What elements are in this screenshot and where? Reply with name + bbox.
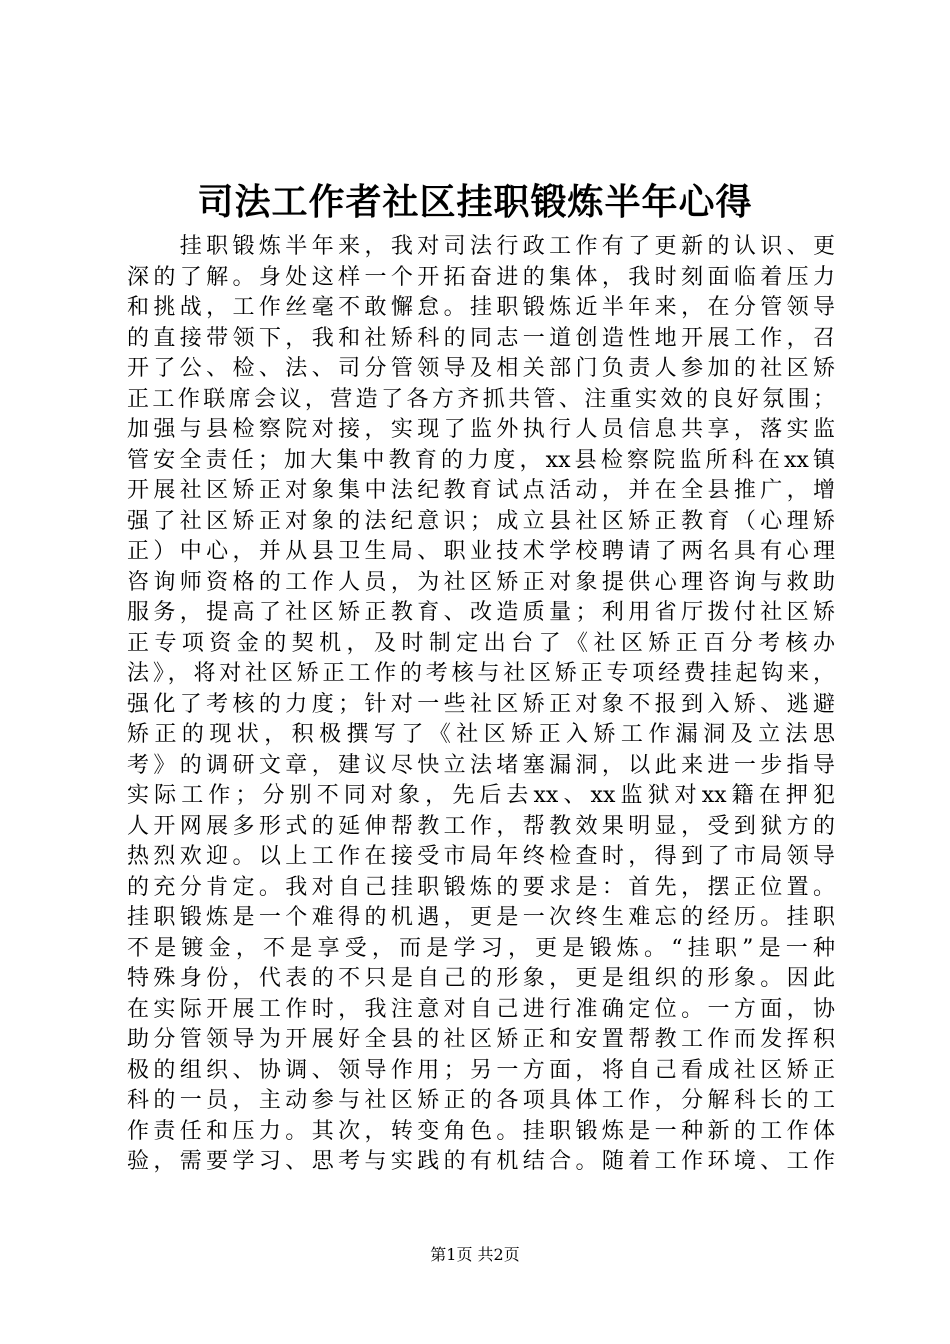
body-line: 助分管领导为开展好全县的社区矫正和安置帮教工作而发挥积 [127,1027,835,1052]
body-line: 实际工作；分别不同对象，先后去xx、xx监狱对xx籍在押犯 [127,783,835,808]
body-line: 热烈欢迎。以上工作在接受市局年终检查时，得到了市局领导 [127,844,835,869]
body-line: 法》，将对社区矫正工作的考核与社区矫正专项经费挂起钩来， [127,661,835,686]
body-line: 科的一员，主动参与社区矫正的各项具体工作，分解科长的工 [127,1088,835,1113]
body-line: 的充分肯定。我对自己挂职锻炼的要求是：首先，摆正位置。 [127,874,835,900]
body-line: 强化了考核的力度；针对一些社区矫正对象不报到入矫、逃避 [127,691,835,717]
body-line: 正）中心，并从县卫生局、职业技术学校聘请了两名具有心理 [127,539,835,564]
body-line: 特殊身份，代表的不只是自己的形象，更是组织的形象。因此 [127,966,835,991]
body-line: 在实际开展工作时，我注意对自己进行准确定位。一方面，协 [127,996,835,1022]
body-line: 深的了解。身处这样一个开拓奋进的集体，我时刻面临着压力 [127,264,835,290]
body-line: 管安全责任；加大集中教育的力度，xx县检察院监所科在xx镇 [127,447,835,473]
body-line: 人开网展多形式的延伸帮教工作，帮教效果明显，受到狱方的 [127,813,835,839]
body-line: 服务，提高了社区矫正教育、改造质量；利用省厅拨付社区矫 [127,600,835,625]
body-line: 和挑战，工作丝毫不敢懈怠。挂职锻炼近半年来，在分管领导 [127,295,835,320]
body-line: 挂职锻炼半年来，我对司法行政工作有了更新的认识、更 [127,234,835,259]
body-line: 正工作联席会议，营造了各方齐抓共管、注重实效的良好氛围； [127,386,835,412]
body-line: 的直接带领下，我和社矫科的同志一道创造性地开展工作，召 [127,325,835,351]
body-line: 不是镀金，不是享受，而是学习，更是锻炼。“挂职”是一种 [127,935,835,961]
body-line: 验，需要学习、思考与实践的有机结合。随着工作环境、工作 [127,1149,835,1174]
body-line: 开了公、检、法、司分管领导及相关部门负责人参加的社区矫 [127,356,835,381]
body-line: 考》的调研文章，建议尽快立法堵塞漏洞，以此来进一步指导 [127,752,835,778]
body-line: 极的组织、协调、领导作用；另一方面，将自己看成社区矫正 [127,1057,835,1083]
body-line: 加强与县检察院对接，实现了监外执行人员信息共享，落实监 [127,417,835,442]
body-line: 开展社区矫正对象集中法纪教育试点活动，并在全县推广，增 [127,478,835,503]
body-line: 正专项资金的契机，及时制定出台了《社区矫正百分考核办 [127,630,835,656]
page-footer: 第1页 共2页 [430,1245,520,1264]
body-line: 强了社区矫正对象的法纪意识；成立县社区矫正教育（心理矫 [127,508,835,534]
body-line: 矫正的现状，积极撰写了《社区矫正入矫工作漏洞及立法思 [127,722,835,747]
document-body [127,232,835,1178]
body-line: 咨询师资格的工作人员，为社区矫正对象提供心理咨询与救助 [127,569,835,595]
body-line: 作责任和压力。其次，转变角色。挂职锻炼是一种新的工作体 [127,1118,835,1144]
body-line: 挂职锻炼是一个难得的机遇，更是一次终生难忘的经历。挂职 [127,905,835,930]
document-title: 司法工作者社区挂职锻炼半年心得 [197,181,753,223]
